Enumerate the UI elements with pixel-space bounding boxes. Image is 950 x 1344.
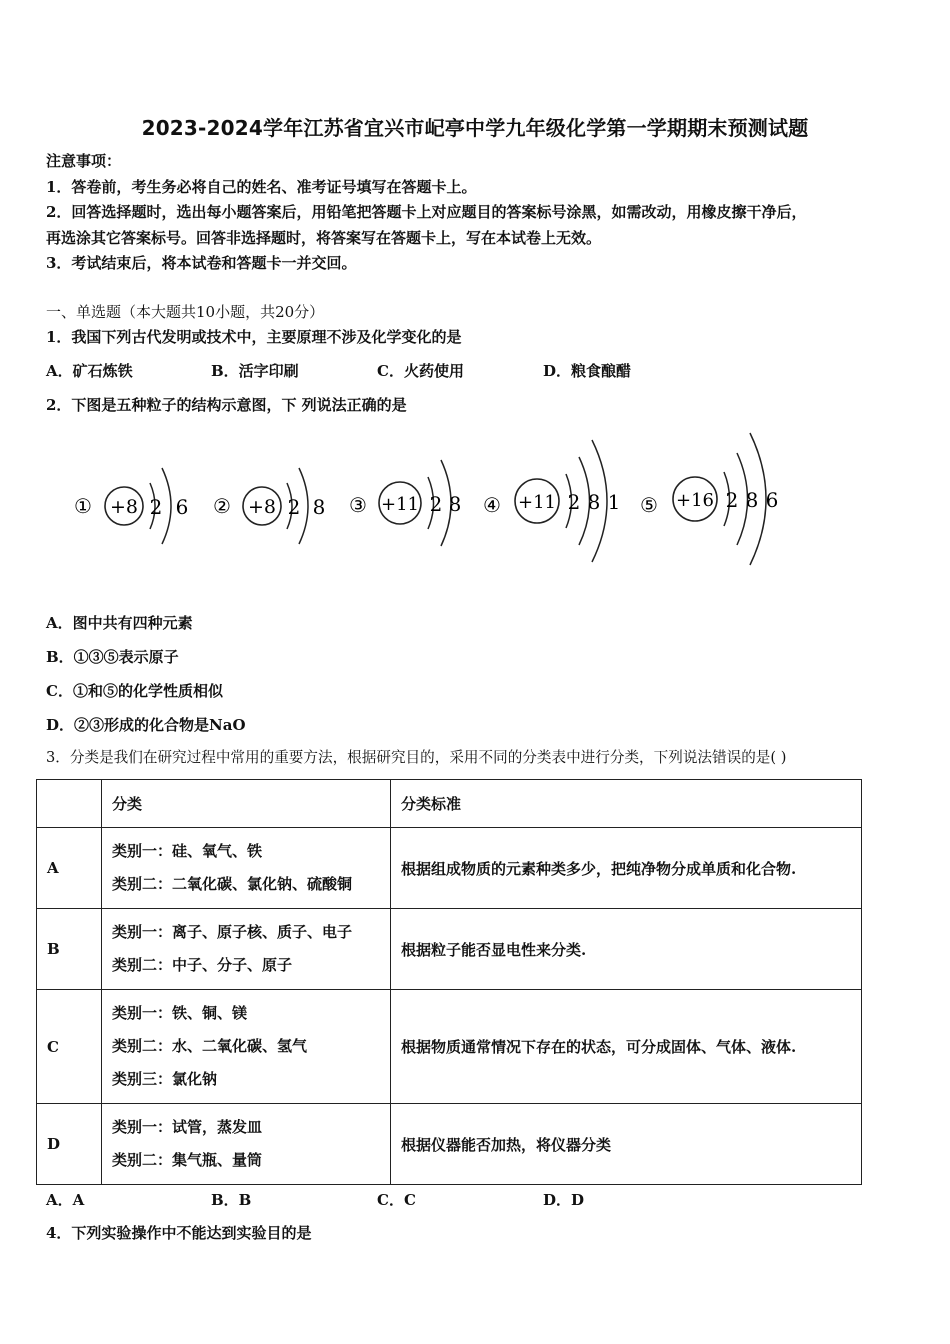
- shell-electrons: 2: [287, 495, 301, 519]
- shell-electrons: 2: [725, 488, 739, 512]
- notice-heading: 注意事项：: [46, 152, 122, 170]
- q2-option-a: A．图中共有四种元素: [46, 614, 193, 632]
- category-line: 类别二：中子、分子、原子: [112, 956, 293, 974]
- particle-2: [213, 468, 325, 544]
- q3-option-b: B．B: [211, 1191, 252, 1209]
- table-row: [37, 1104, 862, 1185]
- nucleus-charge: +8: [109, 496, 139, 518]
- q2-option-b: B．①③⑤表示原子: [46, 648, 179, 666]
- particle-5: [640, 433, 778, 565]
- particle-4: [483, 440, 620, 562]
- category-cell: [102, 909, 391, 990]
- notice-item: 再选涂其它答案标号。回答非选择题时，将答案写在答题卡上，写在本试卷上无效。: [46, 229, 602, 247]
- shell-electrons: 6: [175, 495, 189, 519]
- notice-item: 3．考试结束后，将本试卷和答题卡一并交回。: [46, 254, 357, 272]
- particle-3: [349, 460, 461, 546]
- particle-label: ⑤: [640, 493, 658, 517]
- particle-label: ④: [483, 493, 501, 517]
- standard-cell: 根据物质通常情况下存在的状态，可分成固体、气体、液体.: [391, 990, 862, 1104]
- q1-option-c: C．火药使用: [377, 362, 464, 380]
- table-header-cell: 分类标准: [391, 780, 862, 828]
- shell-electrons: 8: [745, 488, 759, 512]
- table-row: [37, 990, 862, 1104]
- question-3-stem: 3．分类是我们在研究过程中常用的重要方法，根据研究目的，采用不同的分类表中进行分类，下列说法错误的是( ): [46, 749, 787, 766]
- category-line: 类别二：集气瓶、量筒: [112, 1151, 263, 1169]
- q1-option-b: B．活字印刷: [211, 362, 299, 380]
- question-2-stem: 2．下图是五种粒子的结构示意图，下 列说法正确的是: [46, 396, 407, 414]
- notice-item: 2．回答选择题时，选出每小题答案后，用铅笔把答题卡上对应题目的答案标号涂黑，如需改动，用橡皮擦干净后，: [46, 203, 807, 221]
- table-header-row: [37, 780, 862, 828]
- category-line: 类别一：试管，蒸发皿: [112, 1118, 263, 1136]
- q1-option-d: D．粮食酿醋: [543, 362, 632, 380]
- q3-option-d: D．D: [543, 1191, 585, 1209]
- shell-electrons: 8: [312, 495, 326, 519]
- category-cell: [102, 1104, 391, 1185]
- shell-electrons: 2: [149, 495, 163, 519]
- q1-option-a: A．矿石炼铁: [46, 362, 133, 380]
- nucleus-charge: +11: [518, 492, 556, 513]
- electron-shell-arc: [162, 468, 171, 544]
- question-1-stem: 1．我国下列古代发明或技术中，主要原理不涉及化学变化的是: [46, 328, 462, 346]
- shell-electrons: 8: [587, 490, 601, 514]
- particle-structure-diagram: [0, 415, 950, 600]
- shell-electrons: 1: [607, 490, 621, 514]
- page-title: 2023-2024学年江苏省宜兴市屺亭中学九年级化学第一学期期末预测试题: [141, 116, 809, 140]
- q2-option-d: D．②③形成的化合物是NaO: [46, 716, 246, 734]
- shell-electrons: 6: [765, 488, 779, 512]
- category-line: 类别一：离子、原子核、质子、电子: [112, 923, 353, 941]
- classification-table: [36, 779, 862, 1185]
- row-key: B: [37, 909, 102, 990]
- q3-option-a: A．A: [46, 1191, 85, 1209]
- table-header-cell: 分类: [102, 780, 391, 828]
- row-key: C: [37, 990, 102, 1104]
- row-key: A: [37, 828, 102, 909]
- standard-cell: 根据组成物质的元素种类多少，把纯净物分成单质和化合物.: [391, 828, 862, 909]
- particle-1: [74, 468, 188, 544]
- standard-cell: 根据仪器能否加热，将仪器分类: [391, 1104, 862, 1185]
- category-line: 类别一：硅、氧气、铁: [112, 842, 263, 860]
- table-row: [37, 828, 862, 909]
- table-header-cell: [37, 780, 102, 828]
- particle-label: ②: [213, 494, 231, 518]
- nucleus-charge: +11: [381, 494, 419, 515]
- category-cell: [102, 990, 391, 1104]
- particle-label: ①: [74, 494, 92, 518]
- nucleus-charge: +16: [676, 490, 714, 511]
- category-line: 类别二：二氧化碳、氯化钠、硫酸铜: [112, 875, 353, 893]
- shell-electrons: 2: [429, 492, 443, 516]
- category-line: 类别二：水、二氧化碳、氢气: [112, 1037, 308, 1055]
- table-row: [37, 909, 862, 990]
- q2-option-c: C．①和⑤的化学性质相似: [46, 682, 223, 700]
- question-4-stem: 4．下列实验操作中不能达到实验目的是: [46, 1224, 312, 1242]
- nucleus-charge: +8: [247, 496, 277, 518]
- category-line: 类别三：氯化钠: [112, 1070, 218, 1088]
- shell-electrons: 2: [567, 490, 581, 514]
- row-key: D: [37, 1104, 102, 1185]
- particle-label: ③: [349, 493, 367, 517]
- section-heading: 一、单选题（本大题共10小题，共20分）: [46, 303, 325, 321]
- standard-cell: 根据粒子能否显电性来分类.: [391, 909, 862, 990]
- category-cell: [102, 828, 391, 909]
- q3-option-c: C．C: [377, 1191, 416, 1209]
- notice-item: 1．答卷前，考生务必将自己的姓名、准考证号填写在答题卡上。: [46, 178, 477, 196]
- category-line: 类别一：铁、铜、镁: [112, 1004, 248, 1022]
- shell-electrons: 8: [448, 492, 462, 516]
